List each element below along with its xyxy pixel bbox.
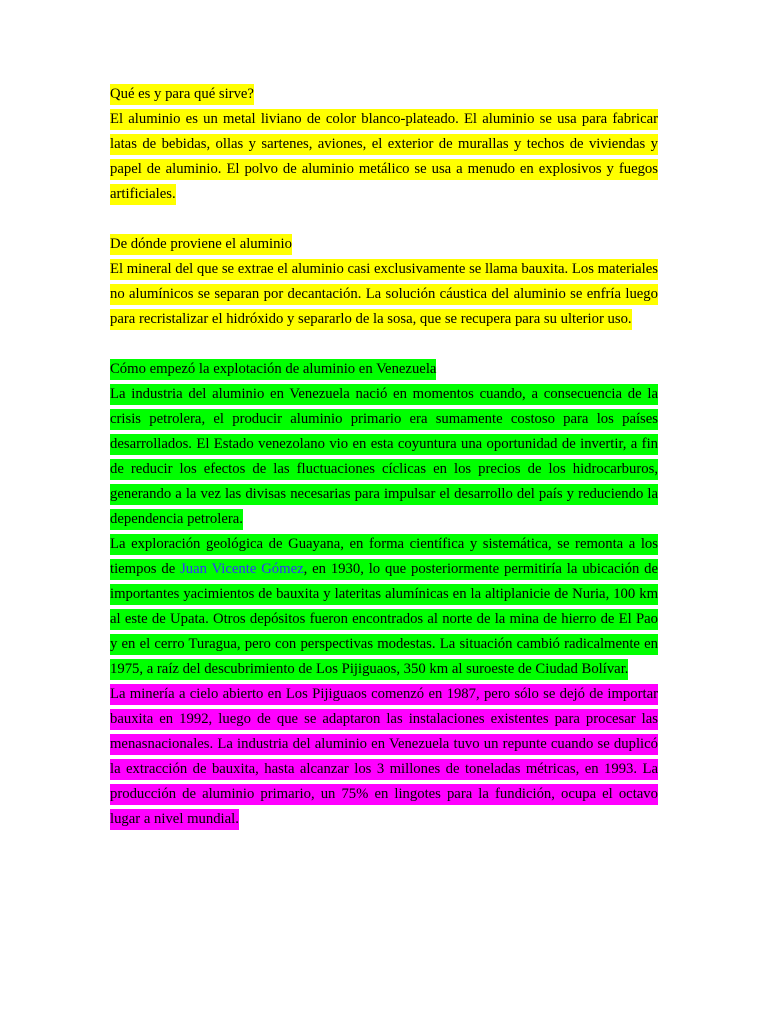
paragraph-spacer — [110, 332, 658, 357]
document-page — [110, 82, 658, 832]
section-body-venezuela-exploracion — [110, 532, 658, 682]
section-body-proviene-text: El mineral del que se extrae el aluminio casi exclusivamente se llama bauxita. Los materiales no alumínicos se separan por decantación. La solución cáustica del aluminio se enfría luego para recristalizar el hidróxido y separarlo de la sosa, que se recupera para su ulterior uso. — [110, 259, 658, 330]
exploracion-text-after-link: , en 1930, lo que posteriormente permitiría la ubicación de importantes yacimientos de bauxita y lateritas alumínicas en la altiplanicie de Nuria, 100 km al este de Upata. Otros depósitos fueron encontrados al norte de la mina de hierro de El Pao y en el cerro Turagua, pero con perspectivas modestas. La situación cambió radicalmente en 1975, a raíz del descubrimiento de Los Pijiguaos, 350 km al suroeste de Ciudad Bolívar. — [110, 561, 658, 677]
paragraph-spacer — [110, 207, 658, 232]
section-body-mineria-text: La minería a cielo abierto en Los Pijiguaos comenzó en 1987, pero sólo se dejó de importar bauxita en 1992, luego de que se adaptaron las instalaciones existentes para procesar las menasnacionales. La industria del aluminio en Venezuela tuvo un repunte cuando se duplicó la extracción de bauxita, hasta alcanzar los 3 millones de toneladas métricas, en 1993. La producción de aluminio primario, un 75% en lingotes para la fundición, ocupa el octavo lugar a nivel mundial. — [110, 684, 658, 830]
section-heading-venezuela-text: Cómo empezó la explotación de aluminio en Venezuela — [110, 359, 436, 380]
section-heading-que-es — [110, 82, 658, 107]
section-heading-venezuela — [110, 357, 658, 382]
section-heading-que-es-text: Qué es y para qué sirve? — [110, 84, 254, 105]
section-body-venezuela-industria-text: La industria del aluminio en Venezuela nació en momentos cuando, a consecuencia de la crisis petrolera, el producir aluminio primario era sumamente costoso para los países desarrollados. El Estado venezolano vio en esta coyuntura una oportunidad de invertir, a fin de reducir los efectos de las fluctuaciones cíclicas en los precios de los hidrocarburos, generando a la vez las divisas necesarias para impulsar el desarrollo del país y reduciendo la dependencia petrolera. — [110, 384, 658, 530]
section-body-exploracion-text — [110, 534, 658, 680]
exploracion-text-before-link: La exploración geológica de Guayana, en forma científica y sistemática, se remonta a los tiempos de — [110, 536, 658, 577]
section-body-que-es — [110, 107, 658, 207]
section-body-proviene — [110, 257, 658, 332]
juan-vicente-gomez-link[interactable]: Juan Vicente Gómez — [180, 561, 304, 577]
section-body-venezuela-industria — [110, 382, 658, 532]
section-body-que-es-text: El aluminio es un metal liviano de color blanco-plateado. El aluminio se usa para fabricar latas de bebidas, ollas y sartenes, aviones, el exterior de murallas y techos de viviendas y papel de aluminio. El polvo de aluminio metálico se usa a menudo en explosivos y fuegos artificiales. — [110, 109, 658, 205]
section-heading-proviene-text: De dónde proviene el aluminio — [110, 234, 292, 255]
section-heading-proviene — [110, 232, 658, 257]
section-body-venezuela-mineria — [110, 682, 658, 832]
